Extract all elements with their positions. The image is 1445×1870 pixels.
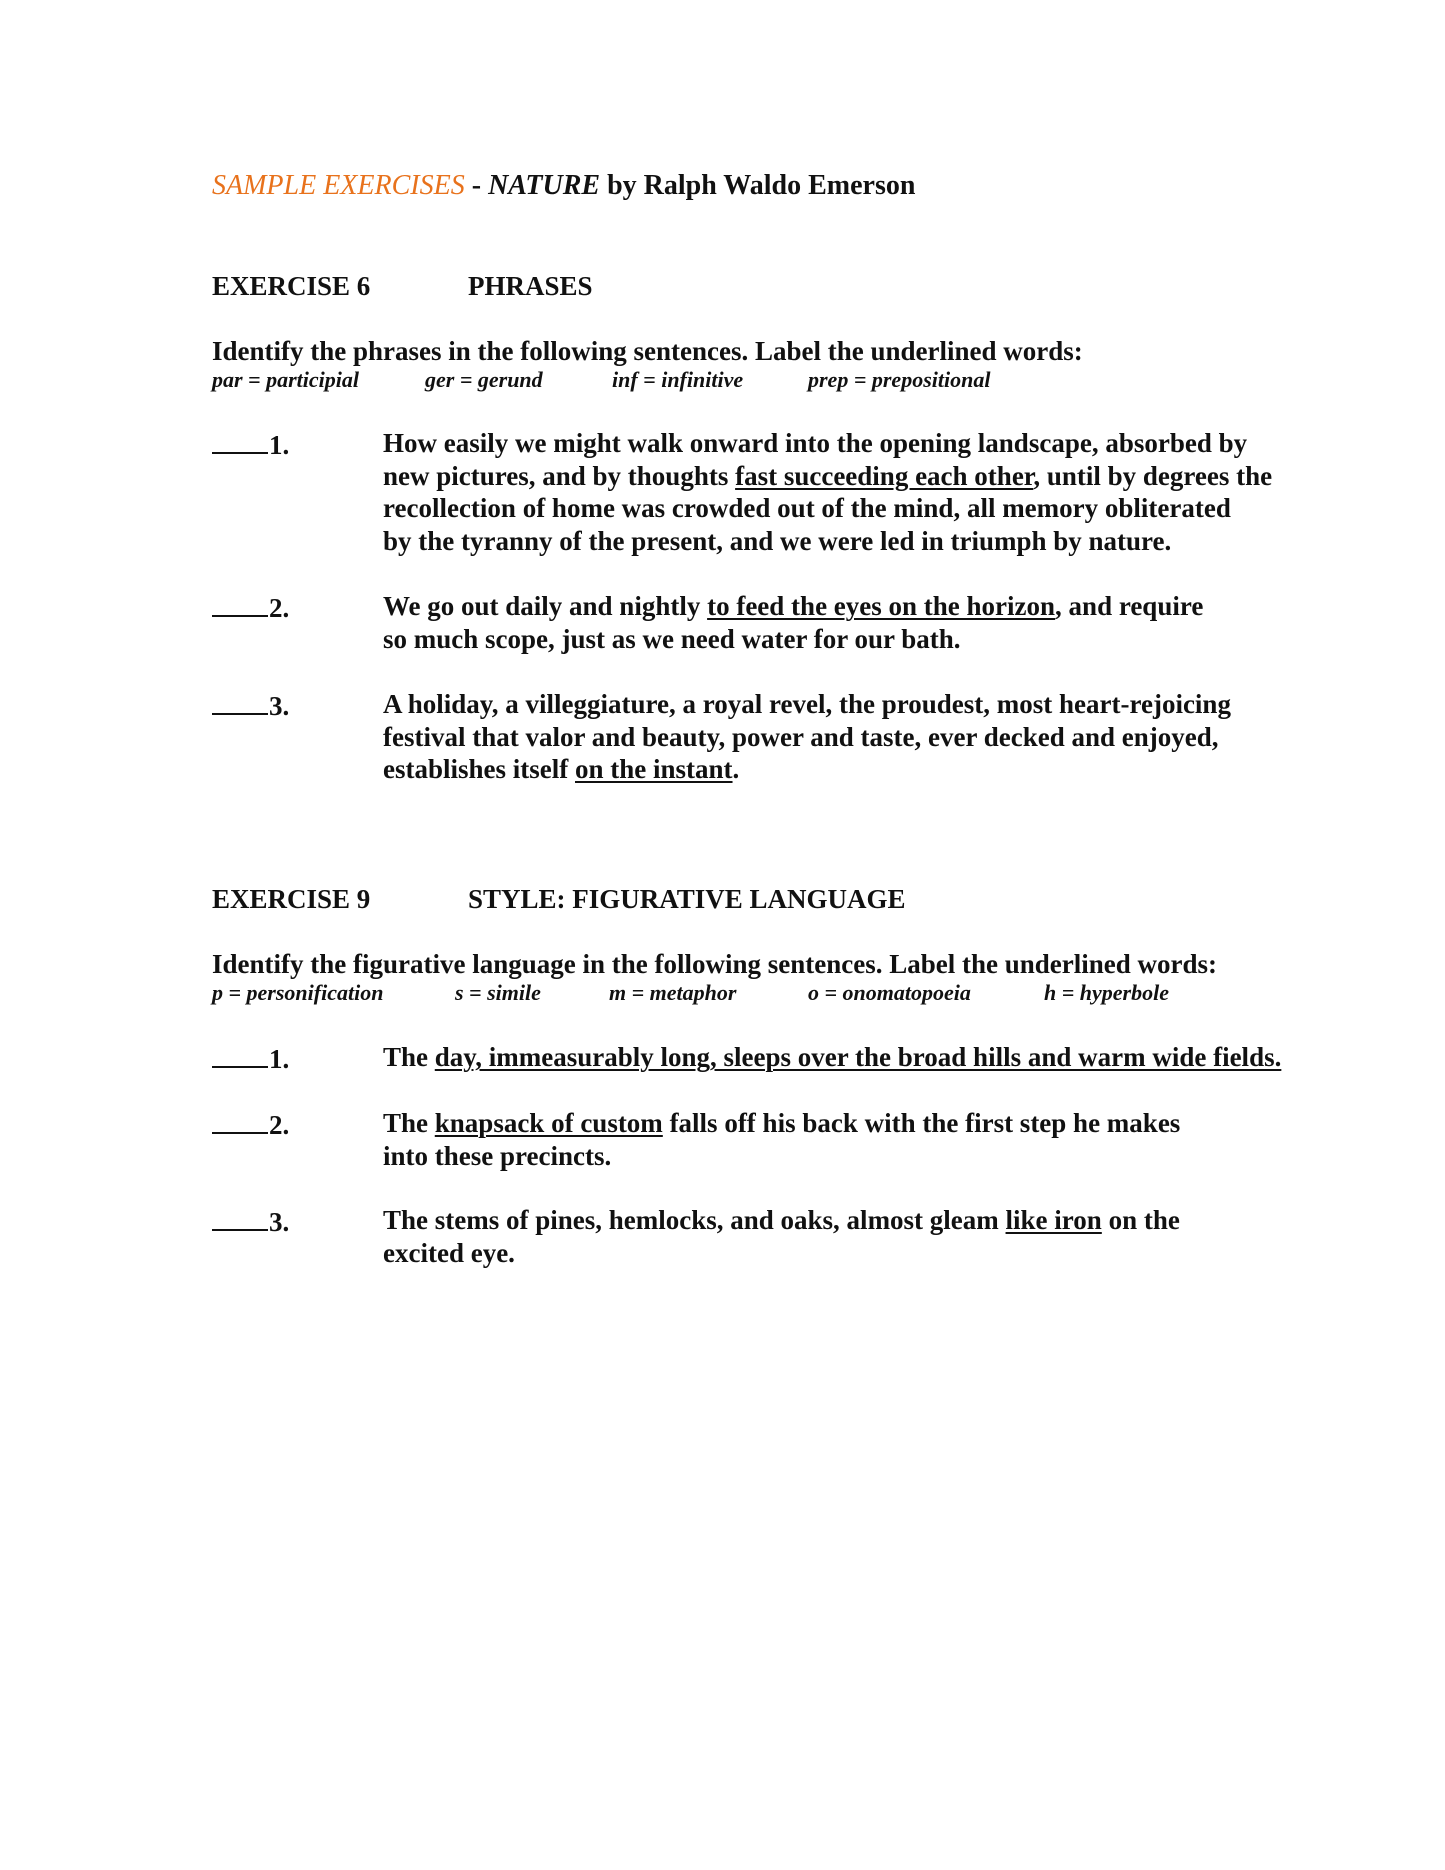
exercise-6-item-1-number: 1. <box>212 430 289 461</box>
answer-blank[interactable] <box>212 430 268 454</box>
exercise-9-item-1-number: 1. <box>212 1044 289 1075</box>
title-dash: - <box>464 170 489 201</box>
text-line: new pictures, and by thoughts fast succeeding each other, until by degrees the <box>383 460 1273 491</box>
text-line: The knapsack of custom falls off his back with the first step he makes <box>383 1108 1181 1138</box>
exercise-9-label: EXERCISE 9 <box>212 884 371 914</box>
text-line: excited eye. <box>383 1237 515 1268</box>
exercise-9-name: STYLE: FIGURATIVE LANGUAGE <box>468 884 906 914</box>
text-line: so much scope, just as we need water for our bath. <box>383 623 961 654</box>
legend-item: inf = infinitive <box>612 367 744 392</box>
text-line: How easily we might walk onward into the opening landscape, absorbed by <box>383 428 1248 458</box>
underlined-phrase: like iron <box>1005 1205 1102 1235</box>
answer-blank[interactable] <box>212 1110 268 1134</box>
underlined-phrase: fast succeeding each other <box>735 460 1034 491</box>
exercise-9-item-2-number: 2. <box>212 1110 289 1141</box>
answer-blank[interactable] <box>212 1044 268 1068</box>
exercise-6-label: EXERCISE 6 <box>212 271 371 301</box>
exercise-9-instructions: Identify the figurative language in the following sentences. Label the underlined words: <box>212 949 1218 979</box>
exercise-6-item-1-text <box>383 427 1272 557</box>
underlined-phrase: day, immeasurably long, sleeps over the broad hills and warm wide fields. <box>434 1042 1282 1072</box>
exercise-9-item-3-number: 3. <box>212 1207 289 1238</box>
exercise-6-item-3-text <box>383 688 1231 786</box>
exercise-9-item-2-text <box>383 1107 1180 1172</box>
exercise-6-item-2-number: 2. <box>212 593 289 624</box>
text-line: into these precincts. <box>383 1140 612 1171</box>
underlined-phrase: on the instant <box>575 754 733 784</box>
answer-blank[interactable] <box>212 593 268 617</box>
text-line: The day, immeasurably long, sleeps over the broad hills and warm wide fields. <box>383 1042 1282 1072</box>
legend-item: prep = prepositional <box>808 367 991 392</box>
legend-item: o = onomatopoeia <box>808 980 971 1005</box>
title-sample-label: SAMPLE EXERCISES <box>212 170 465 201</box>
legend-item: m = metaphor <box>609 980 737 1005</box>
legend-item: par = participial <box>212 367 359 392</box>
exercise-6-instructions: Identify the phrases in the following sentences. Label the underlined words: <box>212 336 1083 366</box>
title-work: NATURE <box>488 170 601 201</box>
legend-item: h = hyperbole <box>1044 980 1169 1005</box>
text-line: We go out daily and nightly to feed the eyes on the horizon, and require <box>383 591 1204 621</box>
text-line: The stems of pines, hemlocks, and oaks, almost gleam like iron on the <box>383 1205 1180 1235</box>
legend-item: ger = gerund <box>425 367 543 392</box>
legend-item: p = personification <box>212 980 384 1005</box>
exercise-9-item-1-text <box>383 1041 1281 1074</box>
text-line: festival that valor and beauty, power and taste, ever decked and enjoyed, <box>383 721 1219 752</box>
text-line: establishes itself on the instant. <box>383 754 740 784</box>
underlined-phrase: knapsack of custom <box>434 1108 663 1138</box>
title-author: by Ralph Waldo Emerson <box>600 170 916 201</box>
text-line: A holiday, a villeggiature, a royal revel, the proudest, most heart-rejoicing <box>383 689 1231 719</box>
answer-blank[interactable] <box>212 1207 268 1231</box>
exercise-9-item-3-text <box>383 1204 1180 1269</box>
text-line: by the tyranny of the present, and we were led in triumph by nature. <box>383 525 1172 556</box>
answer-blank[interactable] <box>212 691 268 715</box>
exercise-6-name: PHRASES <box>468 271 593 301</box>
legend-item: s = simile <box>455 980 541 1005</box>
exercise-6-item-3-number: 3. <box>212 691 289 722</box>
underlined-phrase: to feed the eyes on the horizon <box>707 591 1056 621</box>
document-title <box>212 170 915 202</box>
exercise-6-item-2-text <box>383 590 1203 655</box>
text-line: recollection of home was crowded out of the mind, all memory obliterated <box>383 493 1231 523</box>
